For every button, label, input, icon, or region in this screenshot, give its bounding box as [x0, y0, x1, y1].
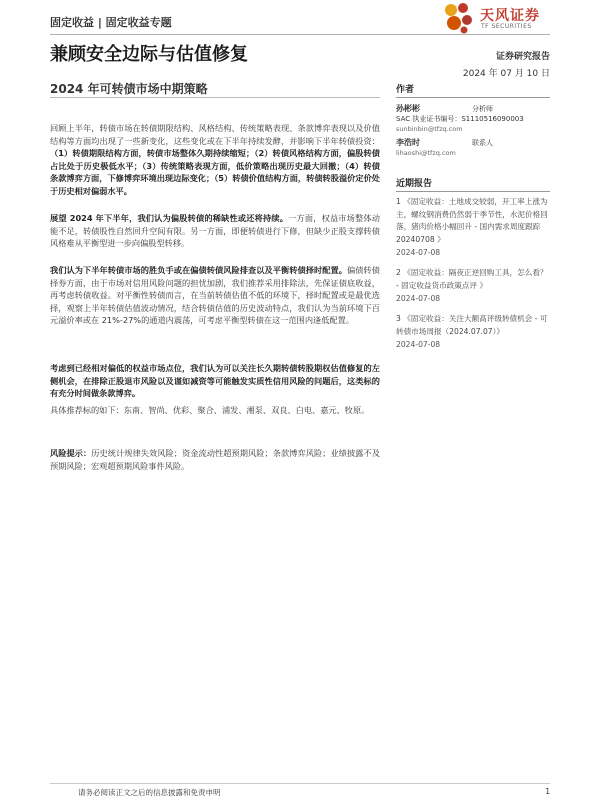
- para-4-bold: 考虑到已经相对偏低的权益市场点位，我们认为可以关注长久期转债转股期权估值修复的左侧机会，在排除正股退市风险以及谨如减资等可能触发实质性信用风险的问题后，这类标的有充分时间做条款博弈。: [50, 363, 380, 399]
- para-2-text: 一方面，权益市场整体动能不足，转债股性自然回升空间有限。另一方面，即便转债进行下修，但缺少正股支撑转债风格难从平衡型进一步向偏股型转移。: [50, 213, 380, 249]
- summary-paragraph-3: [50, 264, 380, 327]
- analyst-email[interactable]: sunbinbin@tfzq.com: [396, 125, 463, 133]
- risk-label: 风险提示：: [50, 448, 92, 458]
- recent-report-item[interactable]: 3 《固定收益：关注大额高评级转债机会 - 可转债市场周报（2024.07.07）》: [396, 314, 548, 336]
- para-3-bold: 我们认为下半年转债市场的胜负手或在偏债转债风险排查以及平衡转债择时配置。: [50, 265, 348, 275]
- summary-paragraph-1: [50, 122, 380, 198]
- recent-report-date: 2024-07-08: [396, 248, 441, 257]
- analyst-cert: SAC 执业证书编号：S1110516090003: [396, 115, 524, 123]
- page-title: 兼顾安全边际与估值修复: [50, 44, 248, 65]
- header-divider: [50, 34, 550, 35]
- recent-report-item[interactable]: 2 《固定收益：隔夜正逆回购工具，怎么看？ - 固定收益货币政策点评 》: [396, 268, 548, 290]
- para-3-text: 偏债转债择券方面，由于市场对信用风险问题的担忧加剧，我们推荐采用排除法，先保证债底收益，再考虑转债收益。对平衡性转债而言，在当前转债估值不低的环境下，择时配置或是最优选择，观察上半年转债估值波动情况，结合转债估值的历史波动特点，我们认为当前环境下百元溢价率或在 21%-27%的通道内震荡，可考虑平衡型转债在这一范围内逢低配置。: [50, 265, 380, 326]
- analyst-card: [396, 138, 550, 158]
- recent-report-date: 2024-07-08: [396, 294, 441, 303]
- summary-paragraph-2: [50, 212, 380, 250]
- para-1-bold: （1）转债期限结构方面，转债市场整体久期持续缩短；（2）转债风格结构方面，偏股转债占比处于历史极低水平；（3）传统策略表现方面，低价策略出现历史最大回撤；（4）转债条款博弈方面，下修博弈环境出现边际变化；（5）转债价值结构方面，转债转股溢价定价处于历史相对偏弱水平。: [50, 148, 380, 196]
- recommend-label: 具体推荐标的如下：: [50, 405, 124, 415]
- report-type: 证券研究报告: [495, 52, 550, 62]
- authors-heading: 作者: [396, 82, 550, 98]
- analyst-name: 李浩时: [396, 138, 420, 147]
- risk-paragraph: [50, 447, 380, 472]
- footer-disclaimer: 请务必阅读正文之后的信息披露和免责申明: [78, 788, 221, 797]
- analyst-name: 孙彬彬: [396, 104, 420, 113]
- analyst-card: [396, 104, 550, 134]
- report-date: 2024 年 07 月 10 日: [462, 69, 550, 79]
- report-category: 固定收益 | 固定收益专题: [50, 16, 172, 29]
- recent-report-date: 2024-07-08: [396, 340, 441, 349]
- logo-text: 天风证券: [480, 8, 540, 24]
- para-2-bold: 展望 2024 年下半年，我们认为偏股转债的稀缺性或还将持续。: [50, 213, 289, 223]
- recent-report-item[interactable]: 1 《固定收益：土地成交较弱，开工率上涨为主，螺纹钢消费仍然弱于季节性，水泥价格回落，猪肉价格小幅回升 - 国内需求周度跟踪 20240708 》: [396, 197, 548, 244]
- footer-divider: [50, 783, 550, 784]
- recommendation-paragraph: [50, 404, 380, 417]
- risk-text: 历史统计规律失效风险；资金流动性超预期风险；条款博弈风险；业绩披露不及预期风险；宏观超预期风险事件风险。: [50, 448, 380, 471]
- analyst-email[interactable]: lihaoshi@tfzq.com: [396, 149, 456, 157]
- brand-logo: [442, 2, 554, 34]
- logo-subtext: TF SECURITIES: [481, 23, 532, 30]
- recommend-list: 东南、智尚、优彩、聚合、浦发、湘泵、双良、白电、嘉元、牧原。: [123, 405, 370, 415]
- recent-reports-heading: 近期报告: [396, 176, 550, 192]
- analyst-role: 分析师: [472, 105, 493, 113]
- analyst-role: 联系人: [472, 139, 493, 147]
- sidebar: [396, 82, 550, 349]
- tf-logo-icon: [442, 2, 476, 34]
- page-subtitle: 2024 年可转债市场中期策略: [50, 82, 208, 96]
- page-number: 1: [545, 787, 550, 796]
- para-1-text: 回顾上半年，转债市场在转债期限结构、风格结构、传统策略表现、条款博弈表现以及价值结构等方面均出现了一些新变化，这些变化或在下半年持续发酵，并影响下半年转债投资：: [50, 123, 380, 146]
- summary-paragraph-4: [50, 362, 380, 400]
- subtitle-divider: [50, 97, 380, 98]
